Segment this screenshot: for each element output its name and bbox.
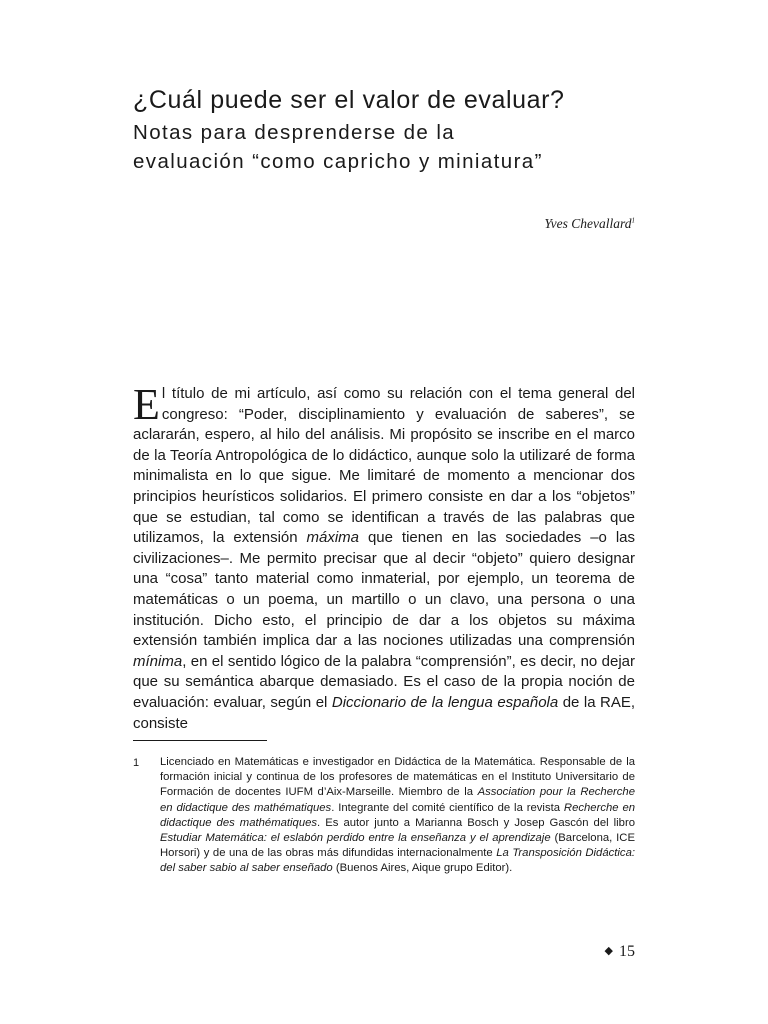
- author-byline: [544, 216, 635, 232]
- footnote-emphasis-2: Recherche en didactique des mathématiques: [160, 801, 636, 829]
- subtitle-line-1: Notas para desprenderse de la: [133, 121, 456, 144]
- article-subtitle: [133, 118, 543, 176]
- footnote-text: [160, 755, 635, 877]
- page-number: 15: [619, 943, 635, 960]
- body-text-2: que tienen en las sociedades –o las civilizaciones–. Me permito precisar que al decir “objeto” quiero designar una “cosa” tanto material como inmaterial, por ejemplo, un teorema de matemáticas o un poema, un martillo o un clavo, una persona o una institución. Dicho esto, el principio de dar a los objetos su máxima extensión también implica dar a las nociones utilizadas una comprensión: [133, 529, 635, 650]
- page-number-block: [605, 943, 635, 961]
- footnote-divider: [133, 740, 267, 741]
- author-name: Yves Chevallard: [544, 216, 632, 231]
- body-text-3: , en el sentido lógico de la palabra “comprensión”, es decir, no dejar que su semántica abarque demasiado. Es el caso de la propia noción de evaluación: evaluar, según el: [133, 652, 635, 711]
- footnote-emphasis-1: Association pour la Recherche en didactique des mathématiques: [160, 786, 635, 814]
- body-emphasis-1: máxima: [306, 529, 360, 547]
- subtitle-line-2: evaluación “como capricho y miniatura”: [133, 150, 543, 173]
- drop-cap: E: [133, 380, 160, 429]
- body-emphasis-3: Diccionario de la lengua española: [331, 693, 559, 711]
- footnote-number: 1: [133, 757, 140, 769]
- body-text-1: l título de mi artículo, así como su relación con el tema general del congreso: “Poder, disciplinamiento y evaluación de saberes”, se aclararán, espero, al hilo del análisis. Mi propósito se inscribe en el marco de la Teoría Antropológica de lo didáctico, aunque solo la utilizaré de forma minimalista en lo que sigue. Me limitaré de momento a mencionar dos principios heurísticos solidarios. El primero consiste en dar a los “objetos” que se estudian, tal como se identifican a través de las palabras que utilizamos, la extensión: [133, 385, 635, 547]
- footnote-text-3: . Es autor junto a Marianna Bosch y Josep Gascón del libro: [317, 816, 635, 829]
- footnote-ref: 1: [631, 216, 635, 225]
- body-emphasis-2: mínima: [133, 652, 183, 670]
- body-paragraph: [133, 380, 636, 734]
- diamond-icon: ◆: [604, 945, 613, 957]
- body-text-4: de la RAE, consiste: [133, 693, 636, 732]
- footnote-emphasis-3: Estudiar Matemática: el eslabón perdido entre la enseñanza y el aprendizaje: [160, 832, 551, 845]
- article-title: ¿Cuál puede ser el valor de evaluar?: [133, 86, 565, 114]
- footnote-text-1: Licenciado en Matemáticas e investigador en Didáctica de la Matemática. Responsable de la formación inicial y continua de los profesores de matemáticas en el Instituto Universitario de Formación de docentes IUFM d’Aix-Marseille. Miembro de la: [160, 756, 635, 799]
- footnote-text-2: . Integrante del comité científico de la revista: [331, 801, 564, 814]
- footnote-text-5: (Buenos Aires, Aique grupo Editor).: [332, 862, 513, 875]
- footnote-text-4: (Barcelona, ICE Horsori) y de una de las obras más difundidas internacionalmente: [160, 832, 635, 860]
- footnote-emphasis-4: La Transposición Didáctica: del saber sabio al saber enseñado: [160, 847, 635, 875]
